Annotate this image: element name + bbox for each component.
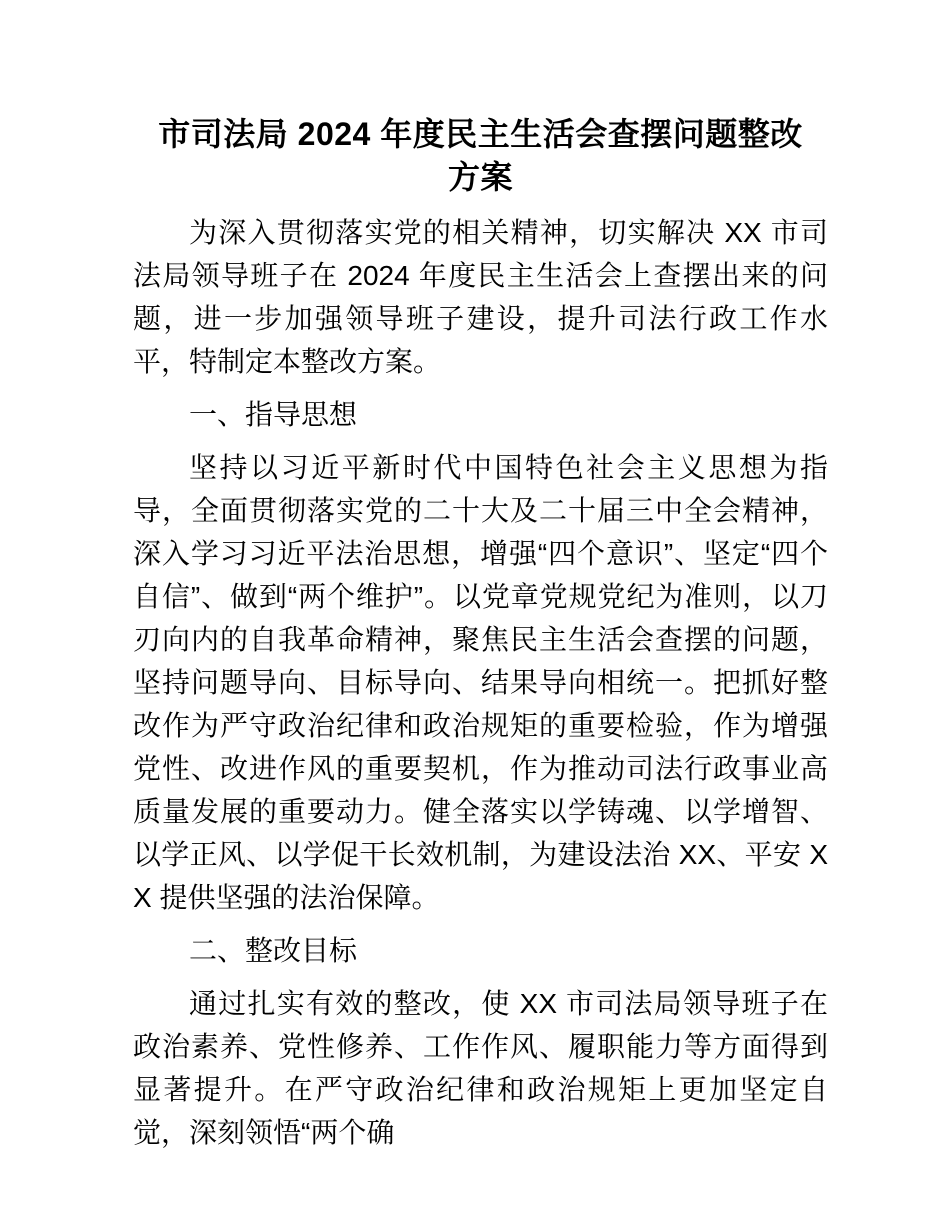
section-guiding-ideology-paragraph: 坚持以习近平新时代中国特色社会主义思想为指导，全面贯彻落实党的二十大及二十届三中全会精神，深入学习习近平法治思想，增强“四个意识”、坚定“四个自信”、做到“两个维护”。以党章党规党纪为准则，以刀刃向内的自我革命精神，聚焦民主生活会查摆的问题，坚持问题导向、目标导向、结果导向相统一。把抓好整改作为严守政治纪律和政治规矩的重要检验，作为增强党性、改进作风的重要契机，作为推动司法行政事业高质量发展的重要动力。健全落实以学铸魂、以学增智、以学正风、以学促干长效机制，为建设法治 XX、平安 XX 提供坚强的法治保障。 [133, 452, 828, 913]
document-title-line-2: 方案 [447, 159, 513, 195]
intro-paragraph: 为深入贯彻落实党的相关精神，切实解决 XX 市司法局领导班子在 2024 年度民主生活会上查摆出来的问题，进一步加强领导班子建设，提升司法行政工作水平，特制定本整改方案。 [133, 217, 828, 377]
section-rectification-goals-paragraph: 通过扎实有效的整改，使 XX 市司法局领导班子在政治素养、党性修养、工作作风、履职能力等方面得到显著提升。在严守政治纪律和政治规矩上更加坚定自觉，深刻领悟“两个确 [133, 988, 828, 1148]
document-title-line-1: 市司法局 2024 年度民主生活会查摆问题整改 [158, 116, 803, 152]
section-heading-rectification-goals: 二、整改目标 [189, 935, 358, 966]
section-heading-guiding-ideology: 一、指导思想 [189, 399, 358, 430]
document-title [133, 113, 828, 199]
